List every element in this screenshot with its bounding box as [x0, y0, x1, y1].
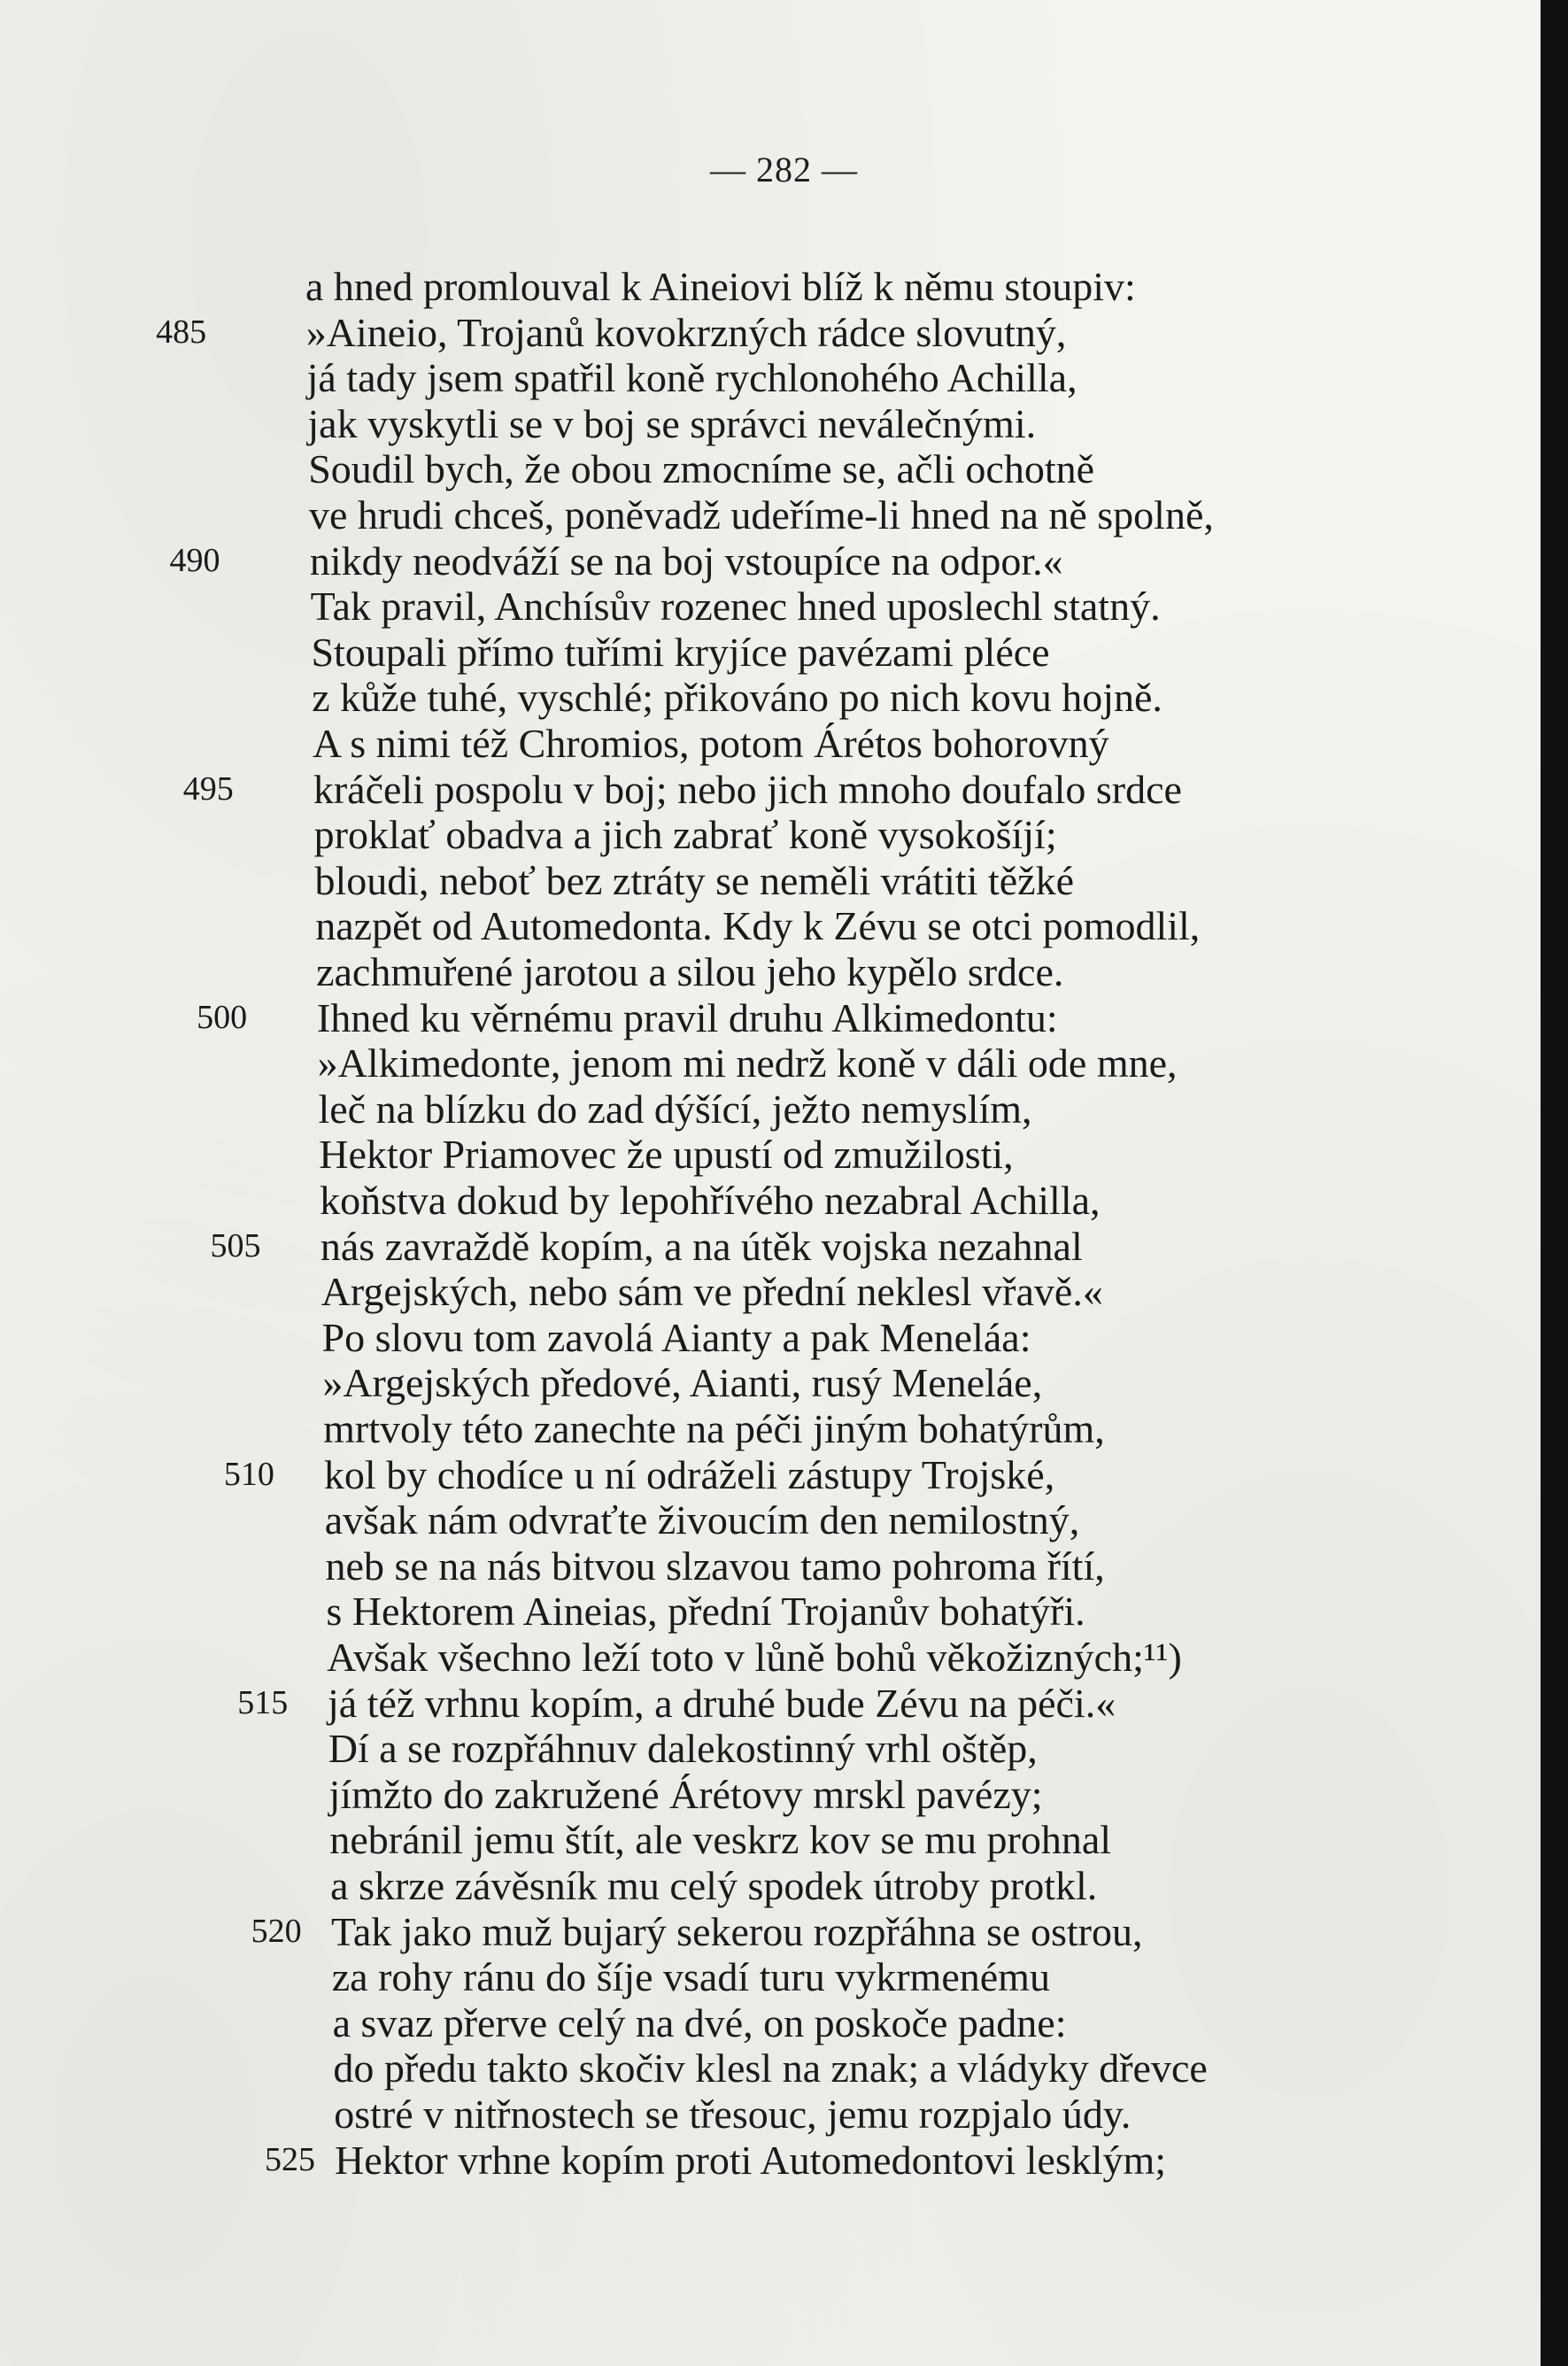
verse-text: neb se na nás bitvou slzavou tamo pohroma řítí, [325, 1543, 1105, 1589]
line-number: 485 [156, 313, 207, 351]
verse-text: jímžto do zakružené Árétovy mrskl pavézy; [328, 1771, 1043, 1817]
verse-text: nás zavraždě kopím, a na útěk vojska nezahnal [320, 1223, 1083, 1269]
verse-text: A s nimi též Chromios, potom Árétos bohorovný [313, 721, 1109, 766]
verse-text: Stoupali přímo tuřími kryjíce pavézami pléce [311, 629, 1050, 675]
verse-text: »Argejských předové, Aianti, rusý Meneláe, [322, 1360, 1043, 1406]
line-number: 495 [182, 769, 234, 808]
line-number: 515 [237, 1683, 289, 1721]
verse-text: do předu takto skočiv klesl na znak; a vládyky dřevce [333, 2045, 1208, 2092]
verse-text: nikdy neodváží se na boj vstoupíce na odpor.« [309, 537, 1063, 584]
verse-text: Po slovu tom zavolá Aianty a pak Meneláa: [321, 1314, 1031, 1360]
verse-text: jak vyskytli se v boj se správci neválečnými. [307, 400, 1037, 446]
line-number: 510 [223, 1455, 274, 1493]
verse-text: zachmuřené jarotou a silou jeho kypělo srdce. [316, 949, 1064, 994]
line-number: 500 [197, 998, 248, 1036]
verse-text: Ihned ku věrnému pravil druhu Alkimedontu: [316, 994, 1058, 1040]
verse-text: avšak nám odvraťte živoucím den nemilostný, [324, 1497, 1080, 1543]
verse-text: »Alkimedonte, jenom mi nedrž koně v dáli ode mne, [317, 1040, 1178, 1086]
verse-text: za rohy ránu do šíje vsadí turu vykrmenému [331, 1954, 1050, 2000]
line-number: 505 [210, 1226, 261, 1264]
verse-text: Argejských, nebo sám ve přední neklesl vřavě.« [321, 1269, 1103, 1315]
verse-text: proklať obadva a jich zabrať koně vysokošíjí; [313, 812, 1057, 858]
verse-text: kol by chodíce u ní odráželi zástupy Trojské, [323, 1451, 1055, 1497]
verse-text: Dí a se rozpřáhnuv dalekostinný vrhl oštěp, [328, 1726, 1038, 1772]
verse-text: leč na blízku do zad dýšící, ježto nemyslím, [318, 1086, 1032, 1132]
line-number: 525 [265, 2140, 315, 2178]
verse-text: Hektor vrhne kopím proti Automedontovi lesklým; [335, 2137, 1167, 2183]
verse-text: Soudil bych, že obou zmocníme se, ačli ochotně [308, 446, 1095, 492]
scan-border [1541, 0, 1568, 2366]
verse-text: z kůže tuhé, vyschlé; přikováno po nich kovu hojně. [312, 675, 1162, 721]
verse-text: »Aineio, Trojanů kovokrzných rádce slovutný, [305, 309, 1067, 355]
verse-text: a hned promlouval k Aineiovi blíž k němu stoupiv: [305, 264, 1136, 309]
verse-text: nazpět od Automedonta. Kdy k Zévu se otci pomodlil, [315, 903, 1201, 949]
verse-text: Hektor Priamovec že upustí od zmužilosti, [319, 1132, 1014, 1178]
verse-text: nebránil jemu štít, ale veskrz kov se mu prohnal [329, 1817, 1112, 1863]
verse-text: s Hektorem Aineias, přední Trojanův bohatýři. [326, 1589, 1085, 1635]
line-number: 520 [251, 1912, 302, 1950]
verse-text: mrtvoly této zanechte na péči jiným bohatýrům, [323, 1406, 1105, 1451]
line-number: 490 [169, 541, 220, 579]
verse-text: Tak jako muž bujarý sekerou rozpřáhna se ostrou, [330, 1908, 1143, 1954]
verse-text: já tady jsem spatřil koně rychlonohého Achilla, [306, 355, 1078, 401]
verse-text: Avšak všechno leží toto v lůně bohů věkožizných;¹¹) [327, 1635, 1182, 1680]
verse-text: ve hrudi chceš, poněvadž udeříme-li hned na ně spolně, [309, 492, 1214, 537]
verse-text: bloudi, neboť bez ztráty se neměli vrátiti těžké [314, 857, 1075, 903]
verse-text: ostré v nitřnostech se třesouc, jemu rozpjalo údy. [334, 2092, 1132, 2137]
verse-text: koňstva dokud by lepohřívého nezabral Achilla, [320, 1178, 1101, 1223]
page-number: — 282 — [710, 150, 858, 189]
verse-text: Tak pravil, Anchísův rozenec hned uposlechl statný. [310, 584, 1161, 630]
verse-text: a skrze závěsník mu celý spodek útroby protkl. [330, 1863, 1098, 1908]
verse-text: a svaz přerve celý na dvé, on poskoče padne: [332, 1999, 1067, 2045]
verse-text: kráčeli pospolu v boj; nebo jich mnoho doufalo srdce [313, 766, 1182, 812]
verse-text: já též vrhnu kopím, a druhé bude Zévu na péči.« [327, 1680, 1116, 1726]
